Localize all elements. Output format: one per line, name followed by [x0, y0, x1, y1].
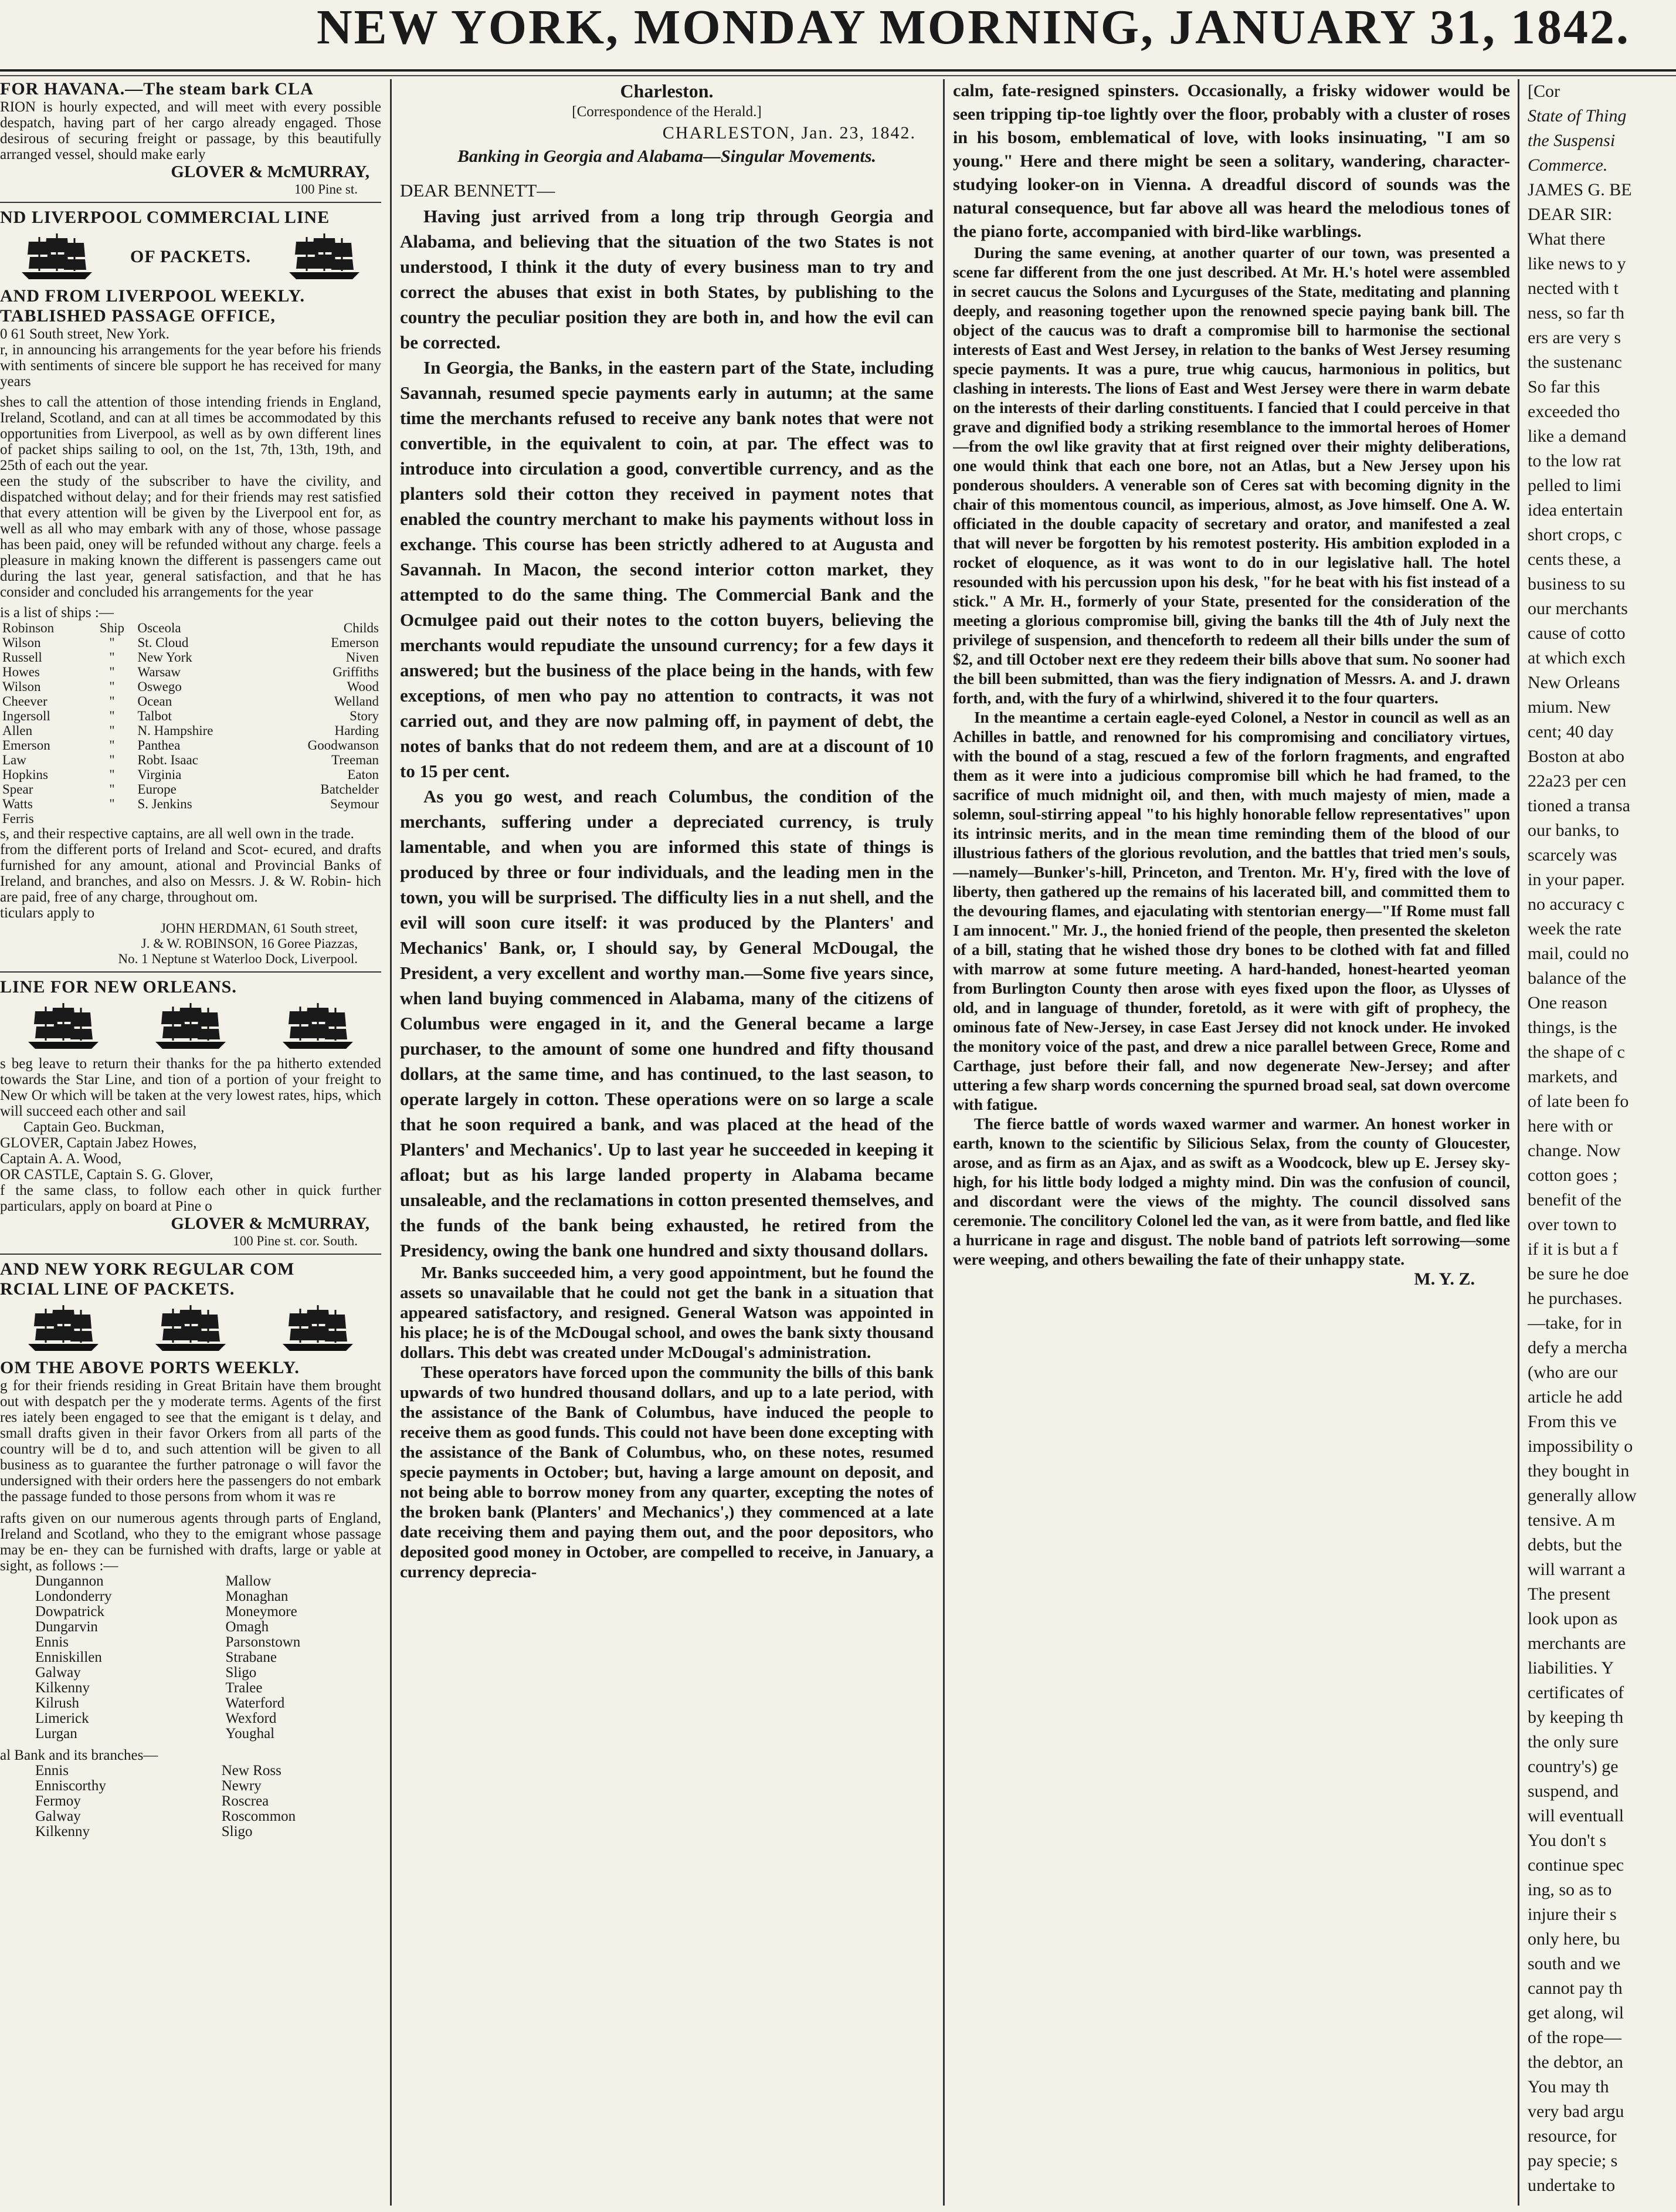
place-name: Sligo [221, 1824, 253, 1840]
ship-list-cell: Seymour [330, 797, 379, 811]
article-salutation: DEAR BENNETT— [400, 180, 555, 201]
letter-line: impossibility o [1528, 1437, 1633, 1456]
ship-list-cell: Hopkins [2, 767, 48, 782]
ad-headline: ND LIVERPOOL COMMERCIAL LINE [0, 208, 330, 227]
place-row [0, 1779, 381, 1794]
place-row [0, 1763, 381, 1779]
letter-line: tioned a transa [1528, 796, 1630, 815]
letter-line: The present [1528, 1584, 1610, 1604]
place-name: Parsonstown [225, 1634, 301, 1650]
ad-body: s, and their respective captains, are all well own in the trade. [0, 826, 354, 842]
place-row [0, 1650, 381, 1665]
letter-line: One reason [1528, 993, 1607, 1012]
place-row [0, 1824, 381, 1840]
ship-list-cell: Childs [343, 621, 379, 635]
ship-list-cell: New York [137, 650, 192, 665]
ship-list-cell: Law [2, 753, 26, 767]
ship-list-cell: Allen [2, 723, 33, 738]
drafts-place-list [0, 1574, 381, 1742]
letter-line: Commerce. [1528, 155, 1608, 175]
bank-branch-heading: al Bank and its branches— [0, 1747, 158, 1763]
article-body-small [400, 1263, 934, 1582]
letter-line: country's) ge [1528, 1757, 1619, 1776]
ad-body: g for their friends residing in Great Britain have them brought out with despatch per the y moderate terms. Agents of the first res iately been engaged to see that the emigant is t delay, and small drafts given in their favor Orkers from all parts of the country will be d to, and such attention will be given to all business as to guarantee the further patronage o will favor the undersigned with their orders here the passengers do not embark the passage funded to those persons from whom it was re [0, 1378, 381, 1505]
masthead [0, 0, 1676, 69]
agent-name: JOHN HERDMAN, 61 South street, [160, 921, 358, 936]
place-name: Galway [35, 1665, 81, 1681]
place-name: Galway [35, 1808, 81, 1824]
ship-list-cell: Howes [2, 665, 40, 679]
ad-body: ticulars apply to [0, 905, 95, 921]
letter-line: the only sure [1528, 1732, 1619, 1752]
letter-line: continue spec [1528, 1855, 1624, 1875]
letter-line: scarcely was [1528, 845, 1617, 865]
ad-headline: RCIAL LINE OF PACKETS. [0, 1279, 235, 1299]
letter-line: ness, so far th [1528, 303, 1624, 323]
ship-icon [150, 1303, 232, 1352]
place-name: Ennis [35, 1634, 69, 1650]
ad-separator [0, 202, 381, 203]
place-name: Kilrush [35, 1695, 79, 1711]
ship-list-row [0, 679, 381, 694]
ship-list-cell: Emerson [331, 635, 379, 650]
ad-signature: GLOVER & McMURRAY, [171, 1214, 369, 1233]
ship-list-cell: " [109, 694, 115, 709]
ship-list-cell: " [109, 767, 115, 782]
letter-line: debts, but the [1528, 1535, 1622, 1554]
letter-line: week the rate [1528, 919, 1621, 939]
letter-line: the Suspensi [1528, 131, 1616, 150]
article-headline: Charleston. [620, 80, 714, 101]
article-paragraph: During the same evening, at another quarter of our town, was presented a scene far different from the one just described. At Mr. H.'s hotel were assembled in secret caucus the Solons and Lycurguses of the State, meditating and planning deeply, and reasoning together upon the renowned specie paying bank bill. The object of the caucus was to draft a compromise bill to harmonise the sectional interests of East and West Jersey, in relation to the banks of West Jersey resuming specie payments. It was a pure, true whig caucus, harmonious in politics, but clashing in interests. The lions of East and West Jersey were there in warm debate on the interests of their darling constituents. I fancied that I could perceive in that grave and dignified body a striking resemblance to the immortal heroes of Homer—from the owl like gravity that at first reigned over their mighty deliberations, one would think that each one bore, not an Atlas, but a New Jersey upon his ponderous shoulders. A venerable son of Ceres sat with becoming dignity in the chair of this momentous council, as imperious, almost, as Jove himself. One A. W. officiated in the double capacity of secretary and orator, and manifested a zeal that will never be forgotten by his remotest posterity. His ambition exploded in a rocket of eloquence, as it was wont to do in our legislative hall. The hotel resounded with his percussion upon his desk, "for he beat with his fist instead of a stick." A Mr. H., formerly of your State, presented for the consideration of the meeting a glorious compromise bill, giving the banks till the 4th of July next the privilege of suspension, and thenceforth to redeem all their bills under the sum of $2, and till October next ere they redeem their bills above that sum. No sooner had the bill been submitted, than was the fiery indignation of Messrs. A. and J. drawn forth, and, with the fury of a whirlwind, shivered it to the four quarters. [953, 244, 1510, 707]
letter-line: change. Now [1528, 1141, 1621, 1160]
place-name: Enniskillen [35, 1649, 102, 1665]
ad-regular-line [0, 1259, 381, 1840]
ship-icon [150, 1001, 232, 1050]
ad-separator [0, 971, 381, 973]
ad-headline: TABLISHED PASSAGE OFFICE, [0, 306, 276, 326]
agent-name: J. & W. ROBINSON, 16 Goree Piazzas, [141, 936, 358, 951]
letter-line: in your paper. [1528, 870, 1625, 889]
letter-line: to the low rat [1528, 451, 1621, 470]
ship-list-cell: N. Hampshire [137, 723, 213, 738]
place-name: Roscommon [221, 1808, 296, 1824]
ship-list-heading: is a list of ships :— [0, 605, 114, 621]
place-row [0, 1726, 381, 1742]
ad-body: rafts given on our numerous agents through parts of England, Ireland and Scotland, who they to the emigrant whose passage may be en- they can be furnished with drafts, large or yable at sight, as follows :— [0, 1510, 381, 1574]
letter-line: of late been fo [1528, 1092, 1629, 1111]
letter-line: JAMES G. BE [1528, 180, 1632, 199]
ship-list-cell: Story [350, 709, 379, 723]
ship-list-row [0, 797, 381, 811]
letter-line: cent; 40 day [1528, 722, 1614, 741]
article-paragraph: In the meantime a certain eagle-eyed Colonel, a Nestor in council as well as an Achilles in battle, and renowned for his compromising and conciliatory virtues, with the bound of a stag, rescued a few of the forlorn fragments, and engrafted them as it were into a judicious compromise bill which he had framed, to the sacrifice of much midnight oil, and then, with much majesty of mien, made a solemn, soul-stirring appeal "to his highly honorable fellow representatives" upon its intrinsic merits, and in the mean time reminding them of the blood of our illustrious fathers of the glorious revolution, and the battles that tried men's souls,—namely—Bunker's-hill, Princeton, and Trenton. Mr. H'y, fired with the love of liberty, then gathered up the remains of his lacerated bill, and committed them to the devouring flames, and ejaculating with stentorian energy—"If Rome must fall I am innocent." Mr. J., the honied friend of the people, then presented the skeleton of a bill, stating that he wished those dry bones to be clothed with fat and filled with marrow at some future meeting. A hard-handed, honest-hearted yeoman from Burlington County then arose with eyes fixed upon the floor, as Ulysses of old, and in language of thunder, foretold, as it were with gift of prophecy, the ominous fate of New-Jersey, in case East Jersey did not knock under. He invoked the monitory voice of the past, and drew a nice parallel between Grece, Rome and Carthage, just before their fall, and now degenerate New-Jersey; and after uttering a few sharp words concerning the spurned broad seal, sat down overcome with fatigue. [953, 709, 1510, 1113]
captain-entry: Captain Geo. Buckman, [23, 1119, 165, 1135]
article-paragraph: In Georgia, the Banks, in the eastern part of the State, including Savannah, resumed specie payments early in autumn; at the same time the merchants refused to receive any bank notes that were not convertible, in the equivalent to coin, at par. The effect was to introduce into circulation a good, convertible currency, and as the planters sold their cotton they received in payment notes that enabled the country merchant to make his payments without loss in exchange. This course has been strictly adhered to at Augusta and Savannah. In Macon, the second interior cotton market, they attempted to do the same thing. The Commercial Bank and the Ocmulgee paid out their notes to the cotton buyers, believing the merchants would repudiate the unsound currency; for a few days it answered; but the business of the place being in the hands, with few exceptions, of men who pay no attention to contracts, it was not carried out, and they are now palming off, in payment of debt, the notes of banks that do not redeem them, and are at a discount of 10 to 15 per cent. [400, 357, 934, 781]
ship-list-cell: Harding [334, 723, 379, 738]
ship-list-cell: Ocean [137, 694, 172, 709]
letter-line: our merchants [1528, 599, 1628, 618]
new-jersey-article [953, 79, 1510, 2206]
letter-line: benefit of the [1528, 1190, 1621, 1210]
place-name: Tralee [225, 1680, 263, 1696]
ship-list-cell: Cheever [2, 694, 48, 709]
ad-headline: OF PACKETS. [130, 247, 251, 266]
ship-list-row [0, 694, 381, 709]
ship-list-cell: Eaton [347, 767, 379, 782]
article-paragraph: These operators have forced upon the community the bills of this bank upwards of two hundred thousand dollars, and up to a late period, with the assistance of the Bank of Columbus, have induced the people to receive them as good funds. This could not have been done excepting with the assistance of the Bank of Columbus, who, on these notes, resumed specie payments in October; but, having a large amount on deposit, and not being able to borrow money from any quarter, excepting the notes of the broken bank (Planters' and Mechanics',) they commenced at a late date receiving them and paying them out, and the poor depositors, who deposited good money in October, are compelled to receive, in January, a currency deprecia- [400, 1363, 934, 1581]
ship-list-row [0, 767, 381, 782]
article-paragraph: As you go west, and reach Columbus, the condition of the merchants, suffering under a depreciated currency, is truly lamentable, and when you are informed this state of things is produced by three or four individuals, and the leading men in the town, you will be surprised. The difficulty lies in a nut shell, and the evil will soon cure itself: it was produced by the Planters' and Mechanics' Bank, or, I should say, by General McDougal, the President, a very excellent and worthy man.—Some five years since, when land buying commenced in Alabama, many of the citizens of Columbus were engaged in it, and the General became a large purchaser, to the amount of some one hundred and fifty thousand dollars, at the same time, and has continued, to the last season, to operate largely in cotton. These operations were on so large a scale that he soon required a bank, and was placed at the head of the Planters' and Mechanics'. Up to last year he succeeded in keeping it afloat; but as his large landed property in Alabama became unsaleable, and the reclamations in cotton presented themselves, and the funds of the bank being exhausted, he retired from the Presidency, owing the bank one hundred and sixty thousand dollars. [400, 786, 934, 1261]
ship-list-cell: St. Cloud [137, 635, 189, 650]
place-row [0, 1794, 381, 1809]
place-row [0, 1620, 381, 1635]
letter-line: State of Thing [1528, 106, 1627, 126]
ship-illustrations [0, 1303, 381, 1354]
ship-list-cell: Panthea [137, 738, 181, 753]
ship-list-cell: Batchelder [320, 782, 379, 797]
ad-headline: AND FROM LIVERPOOL WEEKLY. [0, 286, 305, 306]
place-row [0, 1635, 381, 1650]
ship-list-row [0, 650, 381, 665]
ad-signature: GLOVER & McMURRAY, [171, 162, 369, 181]
article-paragraph: calm, fate-resigned spinsters. Occasionally, a frisky widower would be seen tripping tip-toe lightly over the floor, probably with a cluster of roses in his bosom, emblematical of love, with looks insinuating, "I am so young." Here and there might be seen a solitary, wandering, character-studying looker-on in Vienna. A dreadful discord of sounds was the natural consequence, but far above all was heard the melodious tones of the piano forte, accompanied with bird-like warblings. [953, 81, 1510, 241]
letter-line: tensive. A m [1528, 1510, 1616, 1530]
letter-line: will eventuall [1528, 1806, 1624, 1825]
ship-list-cell: " [109, 679, 115, 694]
place-name: Newry [221, 1778, 262, 1794]
ad-body: f the same class, to follow each other in quick further particulars, apply on board at Pine o [0, 1183, 381, 1214]
letter-line: by keeping th [1528, 1708, 1624, 1727]
letter-line: look upon as [1528, 1609, 1618, 1628]
letter-line: cotton goes ; [1528, 1166, 1618, 1185]
captain-entry: GLOVER, Captain Jabez Howes, [0, 1135, 197, 1151]
ad-separator [0, 1254, 381, 1255]
letter-line: liabilities. Y [1528, 1658, 1614, 1678]
article-body [400, 204, 934, 1263]
letter-line: nected with t [1528, 279, 1619, 298]
letter-line: get along, wil [1528, 2003, 1624, 2023]
place-name: Enniscorthy [35, 1778, 106, 1794]
letter-line: certificates of [1528, 1683, 1624, 1702]
article-dateline: CHARLESTON, Jan. 23, 1842. [662, 123, 916, 143]
place-name: Kilkenny [35, 1824, 90, 1840]
place-name: Waterford [225, 1695, 285, 1711]
letter-line: pay specie; s [1528, 2151, 1618, 2170]
ship-illustrations [0, 1001, 381, 1052]
place-row [0, 1696, 381, 1711]
ad-body: shes to call the attention of those intending friends in England, Ireland, Scotland, and can at all times be accommodated by this opportunities from Liverpool, as well as by own different lines of packet ships sailing to ool, on the 1st, 7th, 13th, 19th, and 25th of each out the year. [0, 394, 381, 473]
letter-line: like news to y [1528, 254, 1626, 273]
masthead-rule [0, 69, 1676, 72]
ship-list-row [0, 738, 381, 753]
letter-line: business to su [1528, 574, 1626, 594]
ship-list-cell: " [109, 635, 115, 650]
ship-list-row [0, 709, 381, 723]
letter-line: merchants are [1528, 1634, 1626, 1653]
ship-list-row [0, 621, 381, 635]
column-divider [943, 79, 945, 2206]
ad-address: 0 61 South street, New York. [0, 326, 169, 342]
place-row [0, 1574, 381, 1589]
letter-line: south and we [1528, 1954, 1621, 1973]
article-body-small [953, 243, 1510, 1289]
captain-entry: Captain A. A. Wood, [0, 1151, 122, 1167]
letter-line: pelled to limi [1528, 476, 1621, 495]
ship-list-row [0, 665, 381, 679]
letter-line: (who are our [1528, 1363, 1618, 1382]
ship-list-row [0, 753, 381, 767]
place-row [0, 1665, 381, 1681]
letter-line: So far this [1528, 377, 1600, 397]
ad-headline: LINE FOR NEW ORLEANS. [0, 977, 237, 997]
ad-headline: AND NEW YORK REGULAR COM [0, 1259, 295, 1279]
ship-list-cell: Osceola [137, 621, 181, 635]
article-paragraph: The fierce battle of words waxed warmer and warmer. An honest worker in earth, known to the scientific by Silicious Selax, from the county of Gloucester, arose, and as firm as an Ajax, and as swift as a Woodcock, blew up E. Jersey sky-high, for his little body lodged a mighty mind. Din was the confusion of council, and discordant were the views of the mighty. The council dissolved sans ceremonie. The concilitory Colonel led the van, as it were from battle, and fled like a hurricane in rage and disgust. The noble band of patriots left sorrowing—some were weeping, and others bewailing the fate of their unhappy state. [953, 1115, 1510, 1268]
truncated-letter-column [1528, 79, 1676, 2206]
ship-list-cell: Virginia [137, 767, 182, 782]
letter-line: exceeded tho [1528, 402, 1620, 421]
ship-list-cell: " [109, 738, 115, 753]
ship-list-cell: Wood [347, 679, 379, 694]
place-name: Monaghan [225, 1588, 289, 1604]
letter-line: You don't s [1528, 1831, 1607, 1850]
letter-line: no accuracy c [1528, 895, 1624, 914]
letter-line: mail, could no [1528, 944, 1629, 963]
place-row [0, 1681, 381, 1696]
ship-list-cell: Spear [2, 782, 33, 797]
place-name: Ennis [35, 1763, 69, 1779]
letter-line: cents these, a [1528, 550, 1621, 569]
letter-line: of the rope— [1528, 2028, 1621, 2047]
place-row [0, 1809, 381, 1824]
letter-line: they bought in [1528, 1461, 1630, 1481]
ship-illustrations [0, 231, 381, 283]
ad-havana [0, 79, 381, 197]
letter-line: Boston at abo [1528, 747, 1624, 766]
place-row [0, 1711, 381, 1726]
bank-branch-list [0, 1763, 381, 1840]
ship-list-row [0, 811, 381, 826]
article-signature: M. Y. Z. [1414, 1269, 1475, 1289]
place-name: Limerick [35, 1710, 89, 1726]
ad-headline: FOR HAVANA.—The steam bark CLA [0, 79, 314, 99]
place-name: Sligo [225, 1665, 257, 1681]
ship-list [0, 621, 381, 826]
letter-line: 22a23 per cen [1528, 771, 1627, 791]
ship-icon [277, 1303, 359, 1352]
place-row [0, 1589, 381, 1604]
ship-list-cell: Talbot [137, 709, 172, 723]
column-divider [390, 79, 392, 2206]
ship-list-cell: Wilson [2, 679, 41, 694]
advertisements-column [0, 79, 381, 2206]
letter-line: at which exch [1528, 648, 1626, 668]
ship-icon [22, 1001, 104, 1050]
article-credit: [Correspondence of the Herald.] [572, 104, 762, 120]
place-name: Dowpatrick [35, 1604, 105, 1620]
ship-icon [277, 1001, 359, 1050]
ship-list-row [0, 782, 381, 797]
column-divider [1518, 79, 1519, 2206]
ship-list-cell: Ingersoll [2, 709, 50, 723]
ship-list-cell: " [109, 797, 115, 811]
letter-line: suspend, and [1528, 1781, 1619, 1801]
letter-line: balance of the [1528, 968, 1627, 988]
ship-list-cell: Niven [345, 650, 379, 665]
place-name: Omagh [225, 1619, 269, 1635]
ship-list-cell: " [109, 753, 115, 767]
ship-list-cell: Ferris [2, 811, 34, 826]
place-row [0, 1604, 381, 1620]
charleston-article [400, 79, 934, 2206]
ship-icon [283, 231, 365, 280]
ship-list-row [0, 635, 381, 650]
ad-body: een the study of the subscriber to have the civility, and dispatched without delay; and for their friends may rest satisfied that every attention will be given by the Liverpool ent for, as well as all who may embark with any of those, whose passage has been paid, oney will be refunded without any charge. feels a pleasure in making known the different is passengers came out during the last year, general satisfaction, and that he has consider and concluded his arrangements for the year [0, 473, 381, 600]
letter-line: From this ve [1528, 1412, 1617, 1431]
ad-address: 100 Pine st. [294, 182, 358, 197]
letter-line: the debtor, an [1528, 2052, 1623, 2072]
ship-list-cell: Wilson [2, 635, 41, 650]
ship-list-cell: Robt. Isaac [137, 753, 198, 767]
ship-list-cell: Watts [2, 797, 33, 811]
ad-body: s beg leave to return their thanks for the pa hitherto extended towards the Star Line, and tion of a portion of your freight to New Or which will be taken at the very lowest rates, hips, which will succeed each other and sail [0, 1056, 381, 1119]
letter-line: he purchases. [1528, 1289, 1623, 1308]
letter-line: the shape of c [1528, 1042, 1625, 1062]
ship-list-cell [135, 811, 262, 826]
letter-line: be sure he doe [1528, 1264, 1629, 1283]
place-name: Dungarvin [35, 1619, 98, 1635]
letter-line: New Orleans [1528, 673, 1620, 692]
ship-list-cell: Russell [2, 650, 42, 665]
letter-line: injure their s [1528, 1905, 1617, 1924]
ship-list-cell: " [109, 723, 115, 738]
ad-new-orleans-line [0, 977, 381, 1249]
article-paragraph: Mr. Banks succeeded him, a very good appointment, but he found the assets so unavailable that he could not get the bank in a situation that appeared satisfactory, and resigned. General Watson was appointed in his place; he is of the McDougal school, and owes the bank sixty thousand dollars. This debt was created under McDougal's administration. [400, 1263, 934, 1362]
letter-line: short crops, c [1528, 525, 1622, 544]
article-body [953, 79, 1510, 243]
ship-list-cell [262, 811, 381, 826]
place-name: Londonderry [35, 1588, 112, 1604]
place-name: Kilkenny [35, 1680, 90, 1696]
letter-line: ers are very s [1528, 328, 1621, 347]
letter-line: things, is the [1528, 1018, 1617, 1037]
ship-list-cell: Welland [334, 694, 379, 709]
letter-line: resource, for [1528, 2126, 1617, 2146]
place-name: Moneymore [225, 1604, 297, 1620]
masthead-rule-thin [0, 75, 1676, 76]
place-name: Youghal [225, 1726, 275, 1742]
ship-list-cell: Goodwanson [307, 738, 379, 753]
ship-list-cell: Europe [137, 782, 177, 797]
letter-line: over town to [1528, 1215, 1617, 1234]
place-name: Wexford [225, 1710, 277, 1726]
ad-liverpool-line [0, 208, 381, 967]
place-name: New Ross [221, 1763, 281, 1779]
letter-line: if it is but a f [1528, 1239, 1619, 1259]
article-paragraph: Having just arrived from a long trip through Georgia and Alabama, and believing that the situation of the two States is not understood, I think it the duty of every business man to try and correct the abuses that exist in both States, by publishing to the country the peculiar position they are both in, and how the evil can be corrected. [400, 206, 934, 353]
place-name: Lurgan [35, 1726, 77, 1742]
ship-list-cell: S. Jenkins [137, 797, 192, 811]
letter-line: only here, bu [1528, 1929, 1620, 1949]
letter-line: will warrant a [1528, 1560, 1626, 1579]
letter-line: very bad argu [1528, 2102, 1624, 2121]
letter-line: here with or [1528, 1116, 1613, 1136]
letter-line: our banks, to [1528, 821, 1619, 840]
ship-list-cell: Griffiths [333, 665, 379, 679]
letter-line: generally allow [1528, 1486, 1637, 1505]
place-name: Fermoy [35, 1793, 81, 1809]
place-name: Roscrea [221, 1793, 269, 1809]
ship-list-cell: " [109, 665, 115, 679]
letter-line: mium. New [1528, 697, 1611, 717]
ship-list-cell: " [109, 709, 115, 723]
place-name: Mallow [225, 1573, 272, 1589]
ad-body: from the different ports of Ireland and Scot- ecured, and drafts furnished for any amount, ational and Provincial Banks of Ireland, and branches, and also on Messrs. J. & W. Robin- hich are paid, free of any charge, throughout om. [0, 842, 381, 905]
captain-entry: OR CASTLE, Captain S. G. Glover, [0, 1167, 213, 1183]
agent-address: No. 1 Neptune st Waterloo Dock, Liverpool. [118, 951, 358, 966]
letter-line: [Cor [1528, 82, 1560, 101]
ad-headline: OM THE ABOVE PORTS WEEKLY. [0, 1358, 300, 1377]
place-name: Strabane [225, 1649, 277, 1665]
ship-list-cell: Ship [99, 621, 125, 635]
ship-list-row [0, 723, 381, 738]
ship-list-cell: Treeman [331, 753, 379, 767]
ship-icon [22, 1303, 104, 1352]
ad-address: 100 Pine st. cor. South. [233, 1234, 358, 1248]
letter-line: defy a mercha [1528, 1338, 1627, 1357]
place-name: Dungannon [35, 1573, 104, 1589]
letter-line: markets, and [1528, 1067, 1618, 1086]
ship-list-cell: " [109, 650, 115, 665]
letter-line: You may th [1528, 2077, 1609, 2096]
ship-list-cell [89, 811, 135, 826]
letter-line: article he add [1528, 1387, 1623, 1407]
ship-list-cell: Emerson [2, 738, 50, 753]
ship-list-cell: Robinson [2, 621, 55, 635]
letter-line: idea entertain [1528, 500, 1623, 520]
ship-list-cell: Warsaw [137, 665, 181, 679]
newspaper-title: NEW YORK, MONDAY MORNING, JANUARY 31, 1842. [317, 0, 1631, 55]
letter-line: —take, for in [1528, 1313, 1622, 1333]
ship-icon [16, 231, 98, 280]
ship-list-cell: " [109, 782, 115, 797]
ad-body: r, in announcing his arrangements for the year before his friends with sentiments of sincere ble support he has received for many years [0, 342, 381, 389]
article-subheadline: Banking in Georgia and Alabama—Singular Movements. [457, 147, 877, 166]
letter-line: What there [1528, 229, 1606, 249]
letter-line: like a demand [1528, 426, 1627, 446]
ship-list-cell: Oswego [137, 679, 182, 694]
letter-line: the sustenanc [1528, 353, 1622, 372]
letter-line: ing, so as to [1528, 1880, 1612, 1899]
letter-line: undertake to [1528, 2176, 1616, 2195]
letter-line: cannot pay th [1528, 1979, 1623, 1998]
letter-line: DEAR SIR: [1528, 205, 1613, 224]
letter-line: cause of cotto [1528, 624, 1626, 643]
ad-body: RION is hourly expected, and will meet with every possible despatch, having part of her cargo already engaged. Those desirous of securing freight or passage, by this beautifully arranged vessel, should make early [0, 99, 381, 162]
